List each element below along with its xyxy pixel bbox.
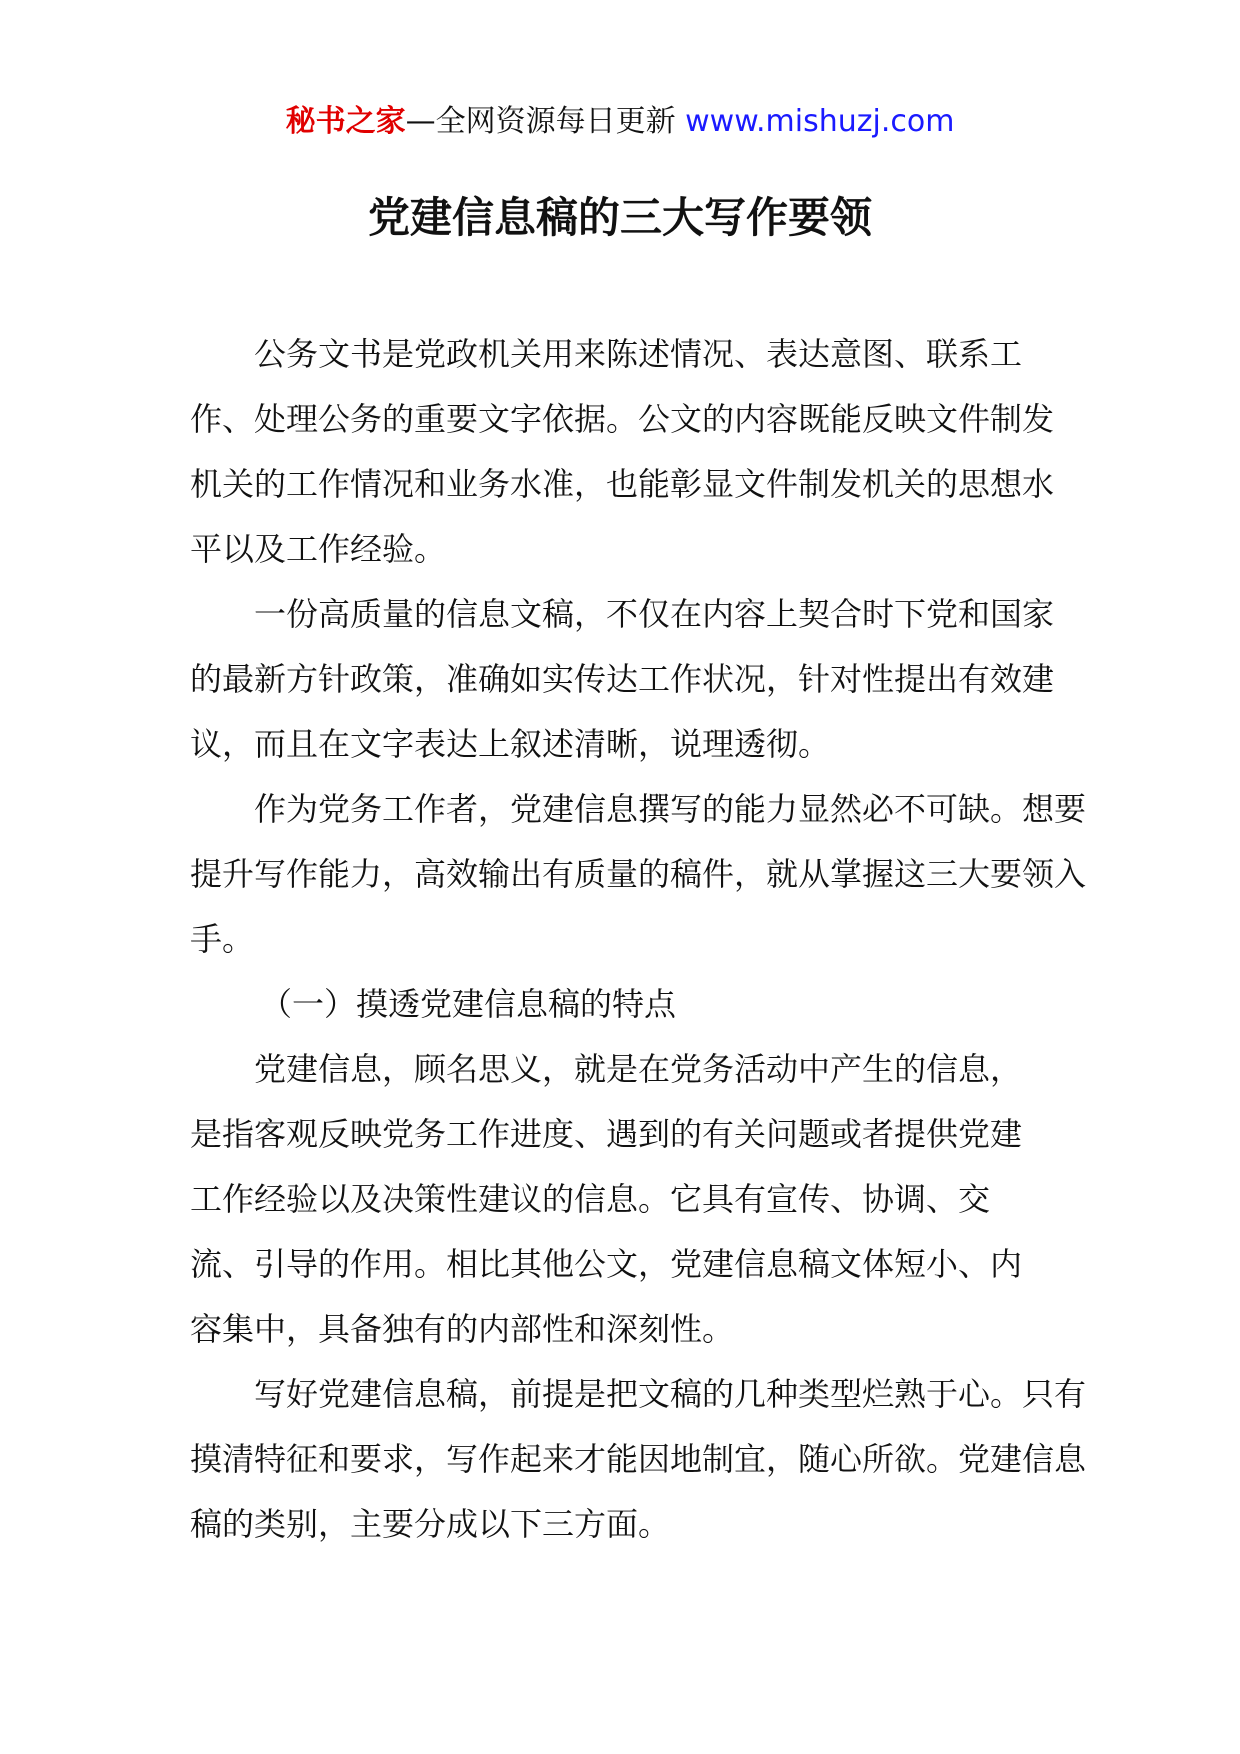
- section-paragraph-1: 党建信息，顾名思义，就是在党务活动中产生的信息，是指客观反映党务工作进度、遇到的有关问题或者提供党建工作经验以及决策性建议的信息。它具有宣传、协调、交流、引导的作用。相比其他公文，党建信息稿文体短小、内容集中，具备独有的内部性和深刻性。: [190, 1050, 1023, 1348]
- document-title: 党建信息稿的三大写作要领: [367, 193, 872, 242]
- document-body: [190, 322, 1087, 1557]
- site-tagline: —全网资源每日更新: [405, 104, 676, 139]
- section-paragraph-2: 写好党建信息稿，前提是把文稿的几种类型烂熟于心。只有摸清特征和要求，写作起来才能因地制宜，随心所欲。党建信息稿的类别，主要分成以下三方面。: [190, 1375, 1087, 1543]
- paragraph-2: 一份高质量的信息文稿，不仅在内容上契合时下党和国家的最新方针政策，准确如实传达工作状况，针对性提出有效建议，而且在文字表达上叙述清晰，说理透彻。: [190, 595, 1055, 763]
- site-url-link[interactable]: www.mishuzj.com: [685, 104, 955, 139]
- section-heading: （一）摸透党建信息稿的特点: [260, 985, 677, 1023]
- paragraph-1: 公务文书是党政机关用来陈述情况、表达意图、联系工作、处理公务的重要文字依据。公文的内容既能反映文件制发机关的工作情况和业务水准，也能彰显文件制发机关的思想水平以及工作经验。: [190, 335, 1055, 568]
- paragraph-3: 作为党务工作者，党建信息撰写的能力显然必不可缺。想要提升写作能力，高效输出有质量的稿件，就从掌握这三大要领入手。: [190, 790, 1087, 958]
- site-header: [0, 100, 1240, 144]
- brand-name: 秘书之家: [285, 104, 406, 139]
